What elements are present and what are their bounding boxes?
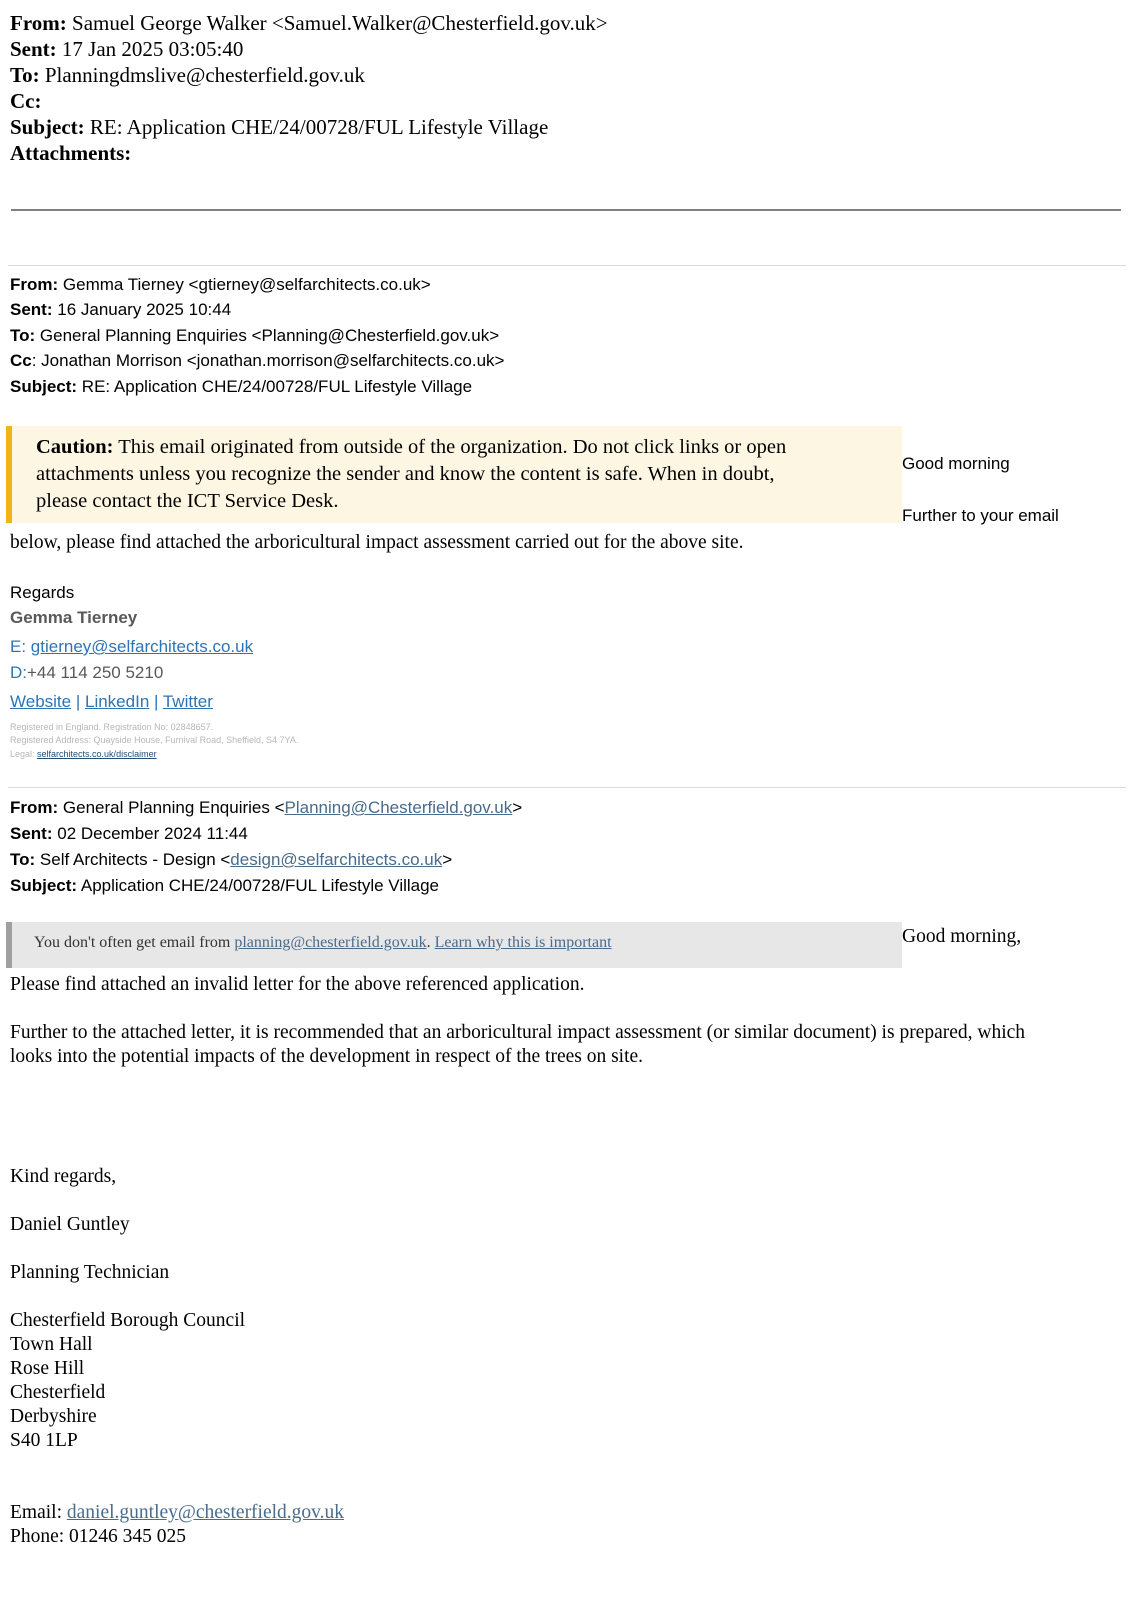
contact-phone-label: Phone: (10, 1526, 70, 1547)
outer-from-value: Samuel George Walker <Samuel.Walker@Chesterfield.gov.uk> (72, 11, 608, 35)
caution-label: Caution: (36, 436, 114, 458)
outer-to-label: To: (10, 63, 40, 87)
disclaimer-link[interactable]: selfarchitects.co.uk/disclaimer (37, 749, 157, 759)
caution-text (36, 434, 886, 515)
social-separator-1: | (75, 692, 81, 711)
reply-sent-label: Sent: (10, 300, 53, 319)
original-from-line (10, 796, 522, 820)
signature-name: Daniel Guntley (10, 1214, 130, 1235)
reply-subject-line (10, 375, 472, 399)
legal-registration: Registered in England. Registration No: 02848657. (10, 722, 214, 732)
kind-regards: Kind regards, (10, 1166, 117, 1187)
reply-sig-email-link[interactable]: gtierney@selfarchitects.co.uk (30, 637, 254, 656)
outer-cc-label: Cc: (10, 89, 42, 113)
address-line-5: Derbyshire (10, 1406, 97, 1427)
address-line-6: S40 1LP (10, 1430, 78, 1451)
reply-sig-email-label: E: (10, 637, 31, 656)
reply-from-label: From: (10, 275, 59, 294)
caution-line-2: attachments unless you recognize the sender and know the content is safe. When in doubt, (36, 463, 775, 485)
reply-sig-name: Gemma Tierney (10, 608, 138, 627)
website-link[interactable]: Website (10, 692, 72, 711)
outer-to-value: Planningdmslive@chesterfield.gov.uk (44, 63, 365, 87)
contact-phone-value: 01246 345 025 (69, 1526, 187, 1547)
outer-sent-value: 17 Jan 2025 03:05:40 (61, 37, 244, 61)
reply-divider (8, 265, 1126, 266)
original-from-label: From: (10, 798, 59, 817)
reply-cc-label: Cc (10, 351, 32, 370)
reply-sig-phone: +44 114 250 5210 (27, 663, 164, 682)
caution-line-3: please contact the ICT Service Desk. (36, 490, 339, 512)
address-line-1: Chesterfield Borough Council (10, 1310, 246, 1331)
address-line-4: Chesterfield (10, 1382, 106, 1403)
original-subject-line (10, 874, 439, 898)
outer-sent-label: Sent: (10, 37, 57, 61)
original-from-prefix: General Planning Enquiries < (62, 798, 285, 817)
original-para2-line1: Further to the attached letter, it is recommended that an arboricultural impact assessment (or similar document) is prepared, which (10, 1022, 1026, 1043)
original-para1: Please find attached an invalid letter for the above referenced application. (10, 974, 585, 995)
reply-sent-value: 16 January 2025 10:44 (57, 300, 232, 319)
twitter-link[interactable]: Twitter (162, 692, 213, 711)
outer-cc-line (10, 88, 41, 114)
outer-attachments-line (10, 140, 131, 166)
original-divider (8, 787, 1126, 788)
reply-regards: Regards (10, 583, 75, 602)
original-from-suffix: > (512, 798, 523, 817)
reply-subject-label: Subject: (10, 377, 78, 396)
original-from-email-link[interactable]: Planning@Chesterfield.gov.uk (284, 798, 513, 817)
notice-email-link[interactable]: planning@chesterfield.gov.uk (234, 934, 427, 951)
outer-subject-line (10, 114, 548, 140)
outer-subject-label: Subject: (10, 115, 85, 139)
reply-body-right: Further to your email (902, 506, 1059, 525)
address-line-2: Town Hall (10, 1334, 93, 1355)
original-to-line (10, 848, 452, 872)
notice-dot: . (426, 934, 431, 951)
original-sent-value: 02 December 2024 11:44 (57, 824, 248, 843)
reply-from-line (10, 273, 431, 297)
outer-from-line (10, 10, 608, 36)
contact-phone-line (10, 1526, 186, 1548)
original-para2-line2: looks into the potential impacts of the development in respect of the trees on site. (10, 1046, 644, 1067)
reply-to-line (10, 324, 499, 348)
contact-email-link[interactable]: daniel.guntley@chesterfield.gov.uk (66, 1502, 345, 1523)
legal-disclaimer-line (10, 749, 157, 759)
reply-sig-email-line (10, 637, 253, 657)
social-separator-2: | (154, 692, 159, 711)
original-greeting: Good morning, (902, 926, 1022, 947)
address-line-3: Rose Hill (10, 1358, 85, 1379)
outer-to-line (10, 62, 365, 88)
reply-sent-line (10, 298, 231, 322)
caution-line-1: This email originated from outside of the organization. Do not click links or open (118, 436, 787, 458)
reply-cc-line (10, 349, 504, 373)
original-to-label: To: (10, 850, 36, 869)
first-contact-notice-accent (6, 922, 12, 968)
original-to-suffix: > (442, 850, 453, 869)
reply-to-value: General Planning Enquiries <Planning@Chesterfield.gov.uk> (39, 326, 500, 345)
learn-why-link[interactable]: Learn why this is important (434, 934, 612, 951)
header-divider (11, 209, 1121, 211)
original-subject-label: Subject: (10, 876, 78, 895)
contact-email-line (10, 1502, 344, 1524)
reply-sig-phone-line (10, 663, 163, 683)
original-subject-value: Application CHE/24/00728/FUL Lifestyle Village (80, 876, 440, 895)
legal-label: Legal: (10, 749, 38, 759)
reply-greeting: Good morning (902, 454, 1010, 473)
outer-sent-line (10, 36, 243, 62)
notice-prefix: You don't often get email from (34, 934, 235, 951)
reply-body-line: below, please find attached the arboricultural impact assessment carried out for the above site. (10, 532, 744, 553)
caution-banner-accent (6, 426, 12, 523)
reply-to-label: To: (10, 326, 36, 345)
reply-social-links (10, 692, 213, 712)
outer-subject-value: RE: Application CHE/24/00728/FUL Lifestyle Village (89, 115, 549, 139)
reply-subject-value: RE: Application CHE/24/00728/FUL Lifestyle Village (81, 377, 473, 396)
contact-email-label: Email: (10, 1502, 67, 1523)
legal-address: Registered Address: Quayside House, Furnival Road, Sheffield, S4 7YA. (10, 735, 299, 745)
reply-cc-value: : Jonathan Morrison <jonathan.morrison@selfarchitects.co.uk> (31, 351, 505, 370)
first-contact-notice-text (34, 934, 612, 952)
original-sent-line (10, 822, 248, 846)
reply-from-value: Gemma Tierney <gtierney@selfarchitects.co.uk> (62, 275, 431, 294)
outer-attachments-label: Attachments: (10, 141, 132, 165)
original-sent-label: Sent: (10, 824, 53, 843)
reply-sig-phone-label: D: (10, 663, 27, 682)
original-to-email-link[interactable]: design@selfarchitects.co.uk (230, 850, 443, 869)
signature-title: Planning Technician (10, 1262, 170, 1283)
original-to-prefix: Self Architects - Design < (39, 850, 231, 869)
outer-from-label: From: (10, 11, 67, 35)
linkedin-link[interactable]: LinkedIn (85, 692, 150, 711)
